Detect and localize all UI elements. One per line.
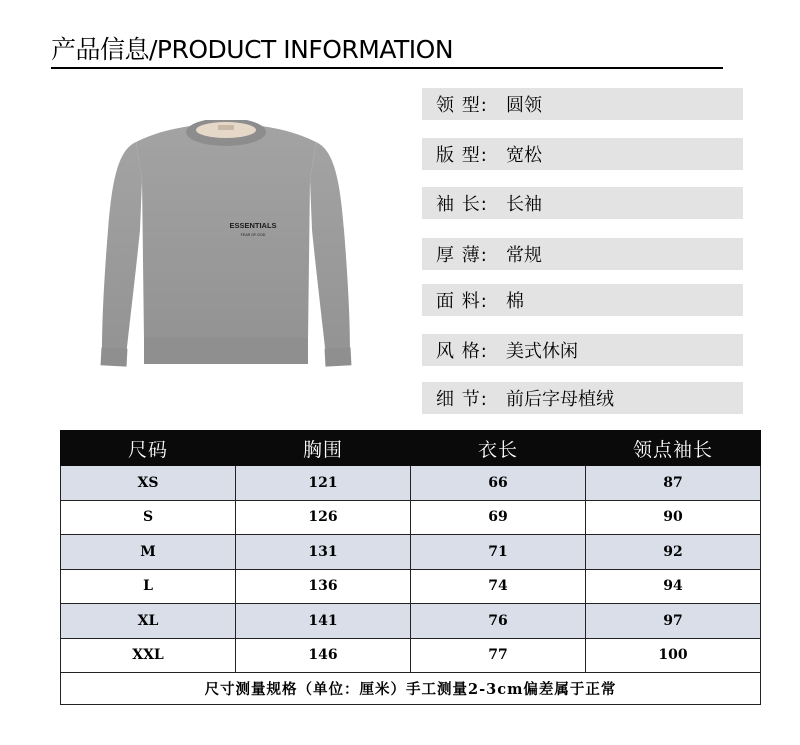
cell-size: M	[61, 535, 236, 570]
neck-label	[218, 125, 234, 130]
table-row	[61, 638, 761, 673]
cell-length: 77	[411, 638, 586, 673]
attr-key: 面 料:	[436, 291, 488, 312]
product-image	[96, 120, 356, 385]
attr-row-details	[422, 382, 743, 414]
cell-length: 76	[411, 604, 586, 639]
chest-logo: ESSENTIALS	[229, 221, 277, 230]
title-divider	[51, 67, 723, 69]
cell-chest: 121	[236, 466, 411, 501]
cell-chest: 141	[236, 604, 411, 639]
table-row	[61, 604, 761, 639]
attr-value: 圆领	[506, 95, 542, 116]
cell-length: 66	[411, 466, 586, 501]
cell-sleeve: 100	[586, 638, 761, 673]
attr-key: 领 型:	[436, 95, 488, 116]
cell-sleeve: 92	[586, 535, 761, 570]
attr-key: 版 型:	[436, 145, 488, 166]
cell-size: S	[61, 500, 236, 535]
cell-sleeve: 87	[586, 466, 761, 501]
attr-row-fabric	[422, 284, 743, 316]
attr-value: 前后字母植绒	[506, 389, 614, 410]
sweatshirt-body	[136, 126, 316, 340]
page-title: 产品信息/PRODUCT INFORMATION	[51, 35, 454, 64]
cell-size: XS	[61, 466, 236, 501]
attr-key: 袖 长:	[436, 194, 488, 215]
cell-sleeve: 97	[586, 604, 761, 639]
cell-chest: 146	[236, 638, 411, 673]
attr-row-style	[422, 334, 743, 366]
attr-value: 宽松	[506, 145, 542, 166]
size-table-header	[61, 431, 761, 466]
right-cuff	[325, 347, 352, 366]
cell-size: XL	[61, 604, 236, 639]
attr-row-sleeve	[422, 187, 743, 219]
table-note-row	[61, 673, 761, 705]
cell-size: XXL	[61, 638, 236, 673]
cell-length: 71	[411, 535, 586, 570]
size-table	[60, 430, 761, 705]
chest-logo-sub: FEAR OF GOD	[240, 233, 266, 237]
cell-chest: 136	[236, 569, 411, 604]
table-row	[61, 500, 761, 535]
attr-row-collar	[422, 88, 743, 120]
left-cuff	[101, 347, 128, 366]
header-chest: 胸围	[236, 431, 411, 466]
attr-key: 风 格:	[436, 341, 488, 362]
attr-key: 细 节:	[436, 389, 488, 410]
attr-value: 长袖	[506, 194, 542, 215]
attr-value: 常规	[506, 245, 542, 266]
cell-chest: 126	[236, 500, 411, 535]
cell-sleeve: 94	[586, 569, 761, 604]
table-row	[61, 535, 761, 570]
attr-value: 美式休闲	[506, 341, 578, 362]
cell-size: L	[61, 569, 236, 604]
cell-sleeve: 90	[586, 500, 761, 535]
hem-rib	[144, 338, 308, 364]
header-sleeve: 领点袖长	[586, 431, 761, 466]
attr-row-fit	[422, 138, 743, 170]
header-size: 尺码	[61, 431, 236, 466]
table-row	[61, 466, 761, 501]
measurement-note: 尺寸测量规格（单位：厘米）手工测量2-3cm偏差属于正常	[61, 673, 761, 705]
cell-chest: 131	[236, 535, 411, 570]
cell-length: 74	[411, 569, 586, 604]
left-sleeve	[102, 142, 142, 356]
header-length: 衣长	[411, 431, 586, 466]
right-sleeve	[310, 142, 350, 356]
attr-row-thickness	[422, 238, 743, 270]
cell-length: 69	[411, 500, 586, 535]
table-row	[61, 569, 761, 604]
attr-key: 厚 薄:	[436, 245, 488, 266]
attr-value: 棉	[506, 291, 524, 312]
